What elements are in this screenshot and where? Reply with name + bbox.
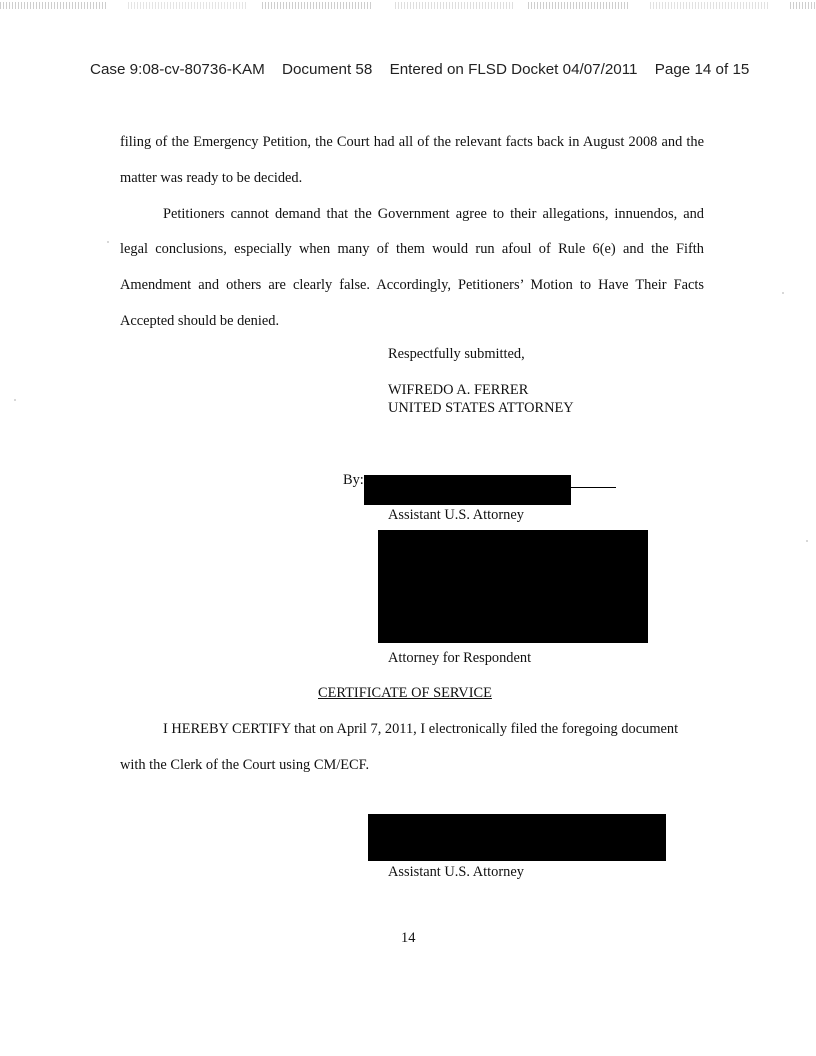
- body-line-3: Petitioners cannot demand that the Government agree to their allegations, innuendos, and: [163, 206, 704, 222]
- scan-speck: [14, 399, 16, 401]
- page-number: 14: [401, 930, 416, 946]
- certificate-line-2: with the Clerk of the Court using CM/ECF.: [120, 757, 370, 773]
- docket-entry-date: Entered on FLSD Docket 04/07/2011: [389, 61, 638, 78]
- docket-header: [90, 61, 749, 78]
- closing: Respectfully submitted,: [388, 346, 525, 362]
- page-count: Page 14 of 15: [654, 61, 750, 78]
- case-number: Case 9:08-cv-80736-KAM: [90, 61, 265, 78]
- attorney-for-respondent: Attorney for Respondent: [388, 650, 532, 666]
- document-number: Document 58: [281, 61, 373, 78]
- redaction-contact-block: [378, 530, 648, 643]
- us-attorney-name: WIFREDO A. FERRER: [388, 382, 529, 398]
- scan-speck: [782, 292, 784, 294]
- body-line-1: filing of the Emergency Petition, the Court had all of the relevant facts back in August 2008 and the: [120, 134, 704, 150]
- redaction-certificate-signature: [368, 814, 666, 861]
- signature-line: [571, 487, 616, 488]
- certificate-line-1: I HEREBY CERTIFY that on April 7, 2011, I electronically filed the foregoing document: [163, 721, 679, 737]
- certificate-signer-role: Assistant U.S. Attorney: [388, 864, 524, 880]
- by-label: By:: [343, 472, 364, 488]
- us-attorney-title: UNITED STATES ATTORNEY: [388, 400, 574, 416]
- certificate-heading: CERTIFICATE OF SERVICE: [318, 685, 492, 701]
- body-line-6: Accepted should be denied.: [120, 313, 280, 329]
- body-line-4: legal conclusions, especially when many of them would run afoul of Rule 6(e) and the Fifth: [120, 241, 704, 257]
- scan-artifact-top-edge: [0, 0, 816, 18]
- signer-role: Assistant U.S. Attorney: [388, 507, 524, 523]
- redaction-signature: [364, 475, 571, 505]
- scan-speck: [806, 540, 808, 542]
- scan-speck: [107, 241, 109, 243]
- body-line-5: Amendment and others are clearly false. Accordingly, Petitioners’ Motion to Have Their Facts: [120, 277, 704, 293]
- body-line-2: matter was ready to be decided.: [120, 170, 303, 186]
